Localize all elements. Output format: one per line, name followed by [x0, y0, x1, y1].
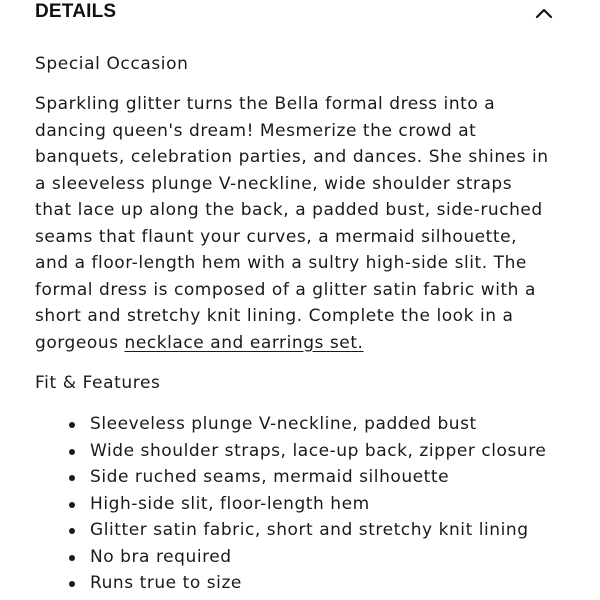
bullet-icon	[69, 449, 75, 455]
bullet-icon	[69, 502, 75, 508]
details-title: DETAILS	[35, 1, 117, 22]
fit-features-heading: Fit & Features	[35, 373, 161, 393]
description-line: banquets, celebration parties, and dances. She shines in	[35, 147, 549, 167]
details-header[interactable]	[0, 0, 600, 28]
description-line: short and stretchy knit lining. Complete the look in a	[35, 306, 514, 326]
description-line: Sparkling glitter turns the Bella formal dress into a	[35, 94, 496, 114]
bullet-icon	[69, 555, 75, 561]
list-item-text: Side ruched seams, mermaid silhouette	[90, 467, 450, 487]
description-last-line	[35, 330, 595, 357]
description-line: and a floor-length hem with a sultry high-side slit. The	[35, 253, 527, 273]
special-occasion-heading: Special Occasion	[35, 54, 189, 74]
list-item-text: Sleeveless plunge V-neckline, padded bust	[90, 414, 477, 434]
chevron-up-icon[interactable]	[530, 0, 558, 26]
bullet-icon	[69, 422, 75, 428]
list-item-text: Runs true to size	[90, 573, 242, 593]
list-item-text: High-side slit, floor-length hem	[90, 493, 370, 514]
bullet-icon	[69, 581, 75, 587]
list-item-text: Glitter satin fabric, short and stretchy knit lining	[90, 520, 529, 540]
description-line: that lace up along the back, a padded bust, side-ruched	[35, 200, 543, 220]
description-line: dancing queen's dream! Mesmerize the crowd at	[35, 120, 477, 141]
necklace-earrings-link[interactable]: necklace and earrings set.	[124, 332, 364, 353]
list-item-text: No bra required	[90, 546, 232, 567]
description-line-prefix: gorgeous	[35, 332, 125, 353]
description-line: a sleeveless plunge V-neckline, wide shoulder straps	[35, 173, 513, 194]
bullet-icon	[69, 475, 75, 481]
list-item-text: Wide shoulder straps, lace-up back, zipper closure	[90, 440, 547, 461]
description-line: seams that flaunt your curves, a mermaid silhouette,	[35, 226, 518, 247]
description-line: formal dress is composed of a glitter satin fabric with a	[35, 279, 536, 300]
bullet-icon	[69, 528, 75, 534]
product-description	[35, 91, 595, 356]
